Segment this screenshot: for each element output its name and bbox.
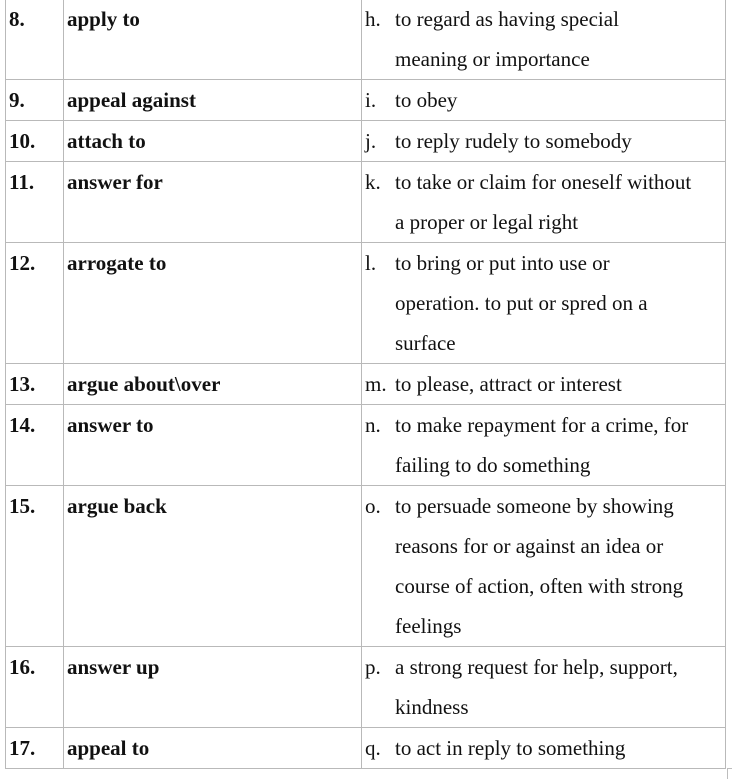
definition-line: failing to do something — [395, 453, 591, 477]
definition-wrap — [362, 162, 725, 242]
phrasal-verb-term: answer for — [67, 170, 163, 194]
item-number: 14. — [6, 405, 64, 486]
phrasal-verb-matching-table — [5, 0, 726, 769]
definition-letter: l. — [365, 251, 377, 275]
definition-cell — [362, 243, 726, 364]
table-row — [6, 364, 726, 405]
definition-text — [395, 647, 725, 727]
table-row — [6, 728, 726, 769]
definition-cell — [362, 162, 726, 243]
table-row — [6, 0, 726, 80]
phrasal-verb-term: argue about\over — [67, 372, 221, 396]
page-corner-mark — [727, 768, 732, 779]
definition-wrap — [362, 486, 725, 646]
definition-text — [395, 486, 725, 646]
term-cell — [64, 486, 362, 647]
definition-line: to persuade someone by showing — [395, 494, 674, 518]
definition-line: surface — [395, 331, 456, 355]
definition-letter: j. — [365, 129, 377, 153]
term-cell — [64, 405, 362, 486]
phrasal-verb-term: appeal to — [67, 736, 150, 760]
definition-text — [395, 243, 725, 363]
definition-letter: o. — [365, 494, 381, 518]
definition-wrap — [362, 80, 725, 120]
definition-text — [395, 728, 725, 768]
definition-letter: m. — [365, 372, 387, 396]
table-row — [6, 486, 726, 647]
definition-letter: q. — [365, 736, 381, 760]
table-row — [6, 405, 726, 486]
item-number: 12. — [6, 243, 64, 364]
definition-line: operation. to put or spred on a — [395, 291, 648, 315]
definition-letter: h. — [365, 7, 381, 31]
phrasal-verb-term: answer up — [67, 655, 160, 679]
term-cell — [64, 80, 362, 121]
term-cell — [64, 162, 362, 243]
definition-text — [395, 162, 725, 242]
definition-text — [395, 405, 725, 485]
table-body — [6, 0, 726, 769]
definition-cell — [362, 405, 726, 486]
item-number: 13. — [6, 364, 64, 405]
definition-line: to take or claim for oneself without — [395, 170, 692, 194]
phrasal-verb-term: attach to — [67, 129, 146, 153]
definition-text — [395, 121, 725, 161]
item-number: 8. — [6, 0, 64, 80]
definition-letter: i. — [365, 88, 377, 112]
definition-line: to reply rudely to somebody — [395, 129, 632, 153]
term-cell — [64, 0, 362, 80]
definition-cell — [362, 80, 726, 121]
definition-line: to bring or put into use or — [395, 251, 610, 275]
definition-text — [395, 80, 725, 120]
term-cell — [64, 121, 362, 162]
item-number: 15. — [6, 486, 64, 647]
definition-letter: k. — [365, 170, 381, 194]
definition-cell — [362, 0, 726, 80]
definition-wrap — [362, 647, 725, 727]
phrasal-verb-term: argue back — [67, 494, 167, 518]
item-number: 17. — [6, 728, 64, 769]
definition-cell — [362, 486, 726, 647]
term-cell — [64, 364, 362, 405]
definition-line: to regard as having special — [395, 7, 619, 31]
table-row — [6, 647, 726, 728]
phrasal-verb-term: appeal against — [67, 88, 196, 112]
table-row — [6, 162, 726, 243]
definition-cell — [362, 121, 726, 162]
definition-line: course of action, often with strong — [395, 574, 684, 598]
item-number: 10. — [6, 121, 64, 162]
phrasal-verb-term: apply to — [67, 7, 140, 31]
definition-line: to obey — [395, 88, 458, 112]
item-number: 9. — [6, 80, 64, 121]
table-row — [6, 243, 726, 364]
definition-wrap — [362, 0, 725, 79]
phrasal-verb-term: answer to — [67, 413, 154, 437]
term-cell — [64, 647, 362, 728]
phrasal-verb-term: arrogate to — [67, 251, 167, 275]
definition-wrap — [362, 243, 725, 363]
definition-line: reasons for or against an idea or — [395, 534, 664, 558]
definition-cell — [362, 728, 726, 769]
definition-letter: p. — [365, 655, 381, 679]
definition-line: a strong request for help, support, — [395, 655, 678, 679]
definition-text — [395, 0, 725, 79]
definition-line: a proper or legal right — [395, 210, 579, 234]
term-cell — [64, 728, 362, 769]
definition-cell — [362, 647, 726, 728]
definition-line: meaning or importance — [395, 47, 590, 71]
table-row — [6, 80, 726, 121]
definition-line: feelings — [395, 614, 462, 638]
definition-wrap — [362, 728, 725, 768]
definition-wrap — [362, 364, 725, 404]
term-cell — [64, 243, 362, 364]
definition-wrap — [362, 121, 725, 161]
definition-cell — [362, 364, 726, 405]
definition-line: kindness — [395, 695, 469, 719]
definition-letter: n. — [365, 413, 381, 437]
item-number: 16. — [6, 647, 64, 728]
item-number: 11. — [6, 162, 64, 243]
definition-wrap — [362, 405, 725, 485]
definition-line: to make repayment for a crime, for — [395, 413, 689, 437]
definition-text — [395, 364, 725, 404]
definition-line: to act in reply to something — [395, 736, 626, 760]
table-row — [6, 121, 726, 162]
definition-line: to please, attract or interest — [395, 372, 622, 396]
